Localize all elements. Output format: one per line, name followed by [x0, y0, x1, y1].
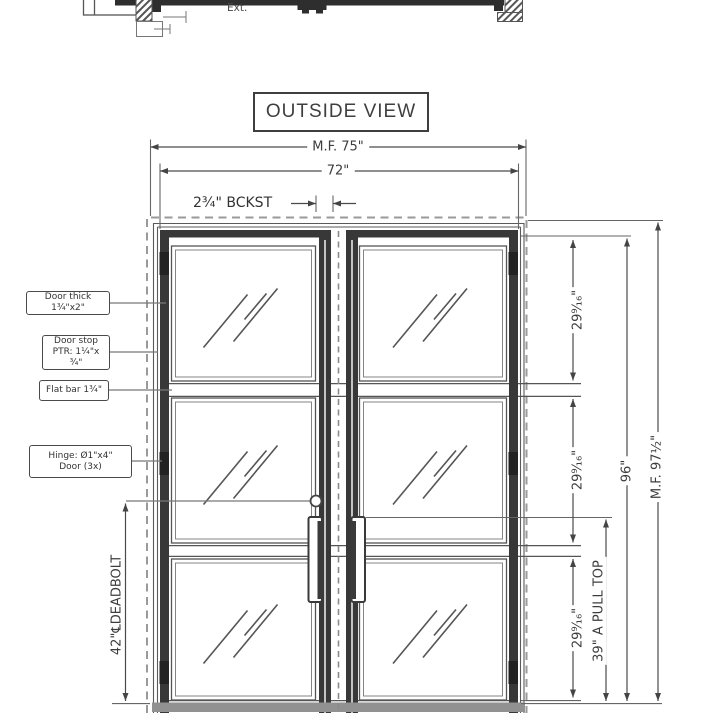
- callout-door-thick: [26, 291, 110, 315]
- dim-backset-label: 2¾" BCKST: [193, 195, 273, 211]
- dim-panel-height-1-label: 29⁹⁄₁₆": [571, 287, 586, 333]
- callout-flat-bar: [39, 380, 109, 401]
- callout-hinge-line1: Hinge: Ø1"x4": [48, 450, 113, 461]
- view-title: OUTSIDE VIEW: [265, 101, 417, 122]
- pull-handles: [309, 517, 366, 602]
- dim-mf-height-label: M.F. 97½": [650, 432, 665, 502]
- plan-section-view: [84, 0, 523, 37]
- plan-ext-label: Ext.: [227, 2, 248, 14]
- dim-mf-width-label: M.F. 75": [307, 140, 369, 155]
- callout-door-stop-line2: PTR: 1¼"x ¾": [52, 347, 100, 368]
- dim-deadbolt-label: 42"℄DEADBOLT: [110, 552, 125, 658]
- callout-flat-bar-text: Flat bar 1¾": [46, 385, 102, 395]
- callout-hinge: [29, 445, 132, 478]
- dim-panel-height-3-label: 29⁹⁄₁₆": [571, 605, 586, 651]
- dim-door-height-label: 96": [620, 457, 635, 486]
- callout-door-thick-text: Door thick 1¾"x2": [44, 292, 92, 313]
- callout-hinge-line2: Door (3x): [59, 461, 102, 472]
- callout-door-stop-line1: Door stop: [54, 336, 98, 346]
- callout-door-stop: [42, 335, 110, 370]
- deadbolt-cylinder: [311, 496, 322, 507]
- dim-pull-top-label: 39" A PULL TOP: [592, 557, 607, 665]
- dim-panel-height-2-label: 29⁹⁄₁₆": [571, 447, 586, 493]
- dim-door-width-label: 72": [322, 164, 355, 179]
- view-title-box: [253, 92, 429, 132]
